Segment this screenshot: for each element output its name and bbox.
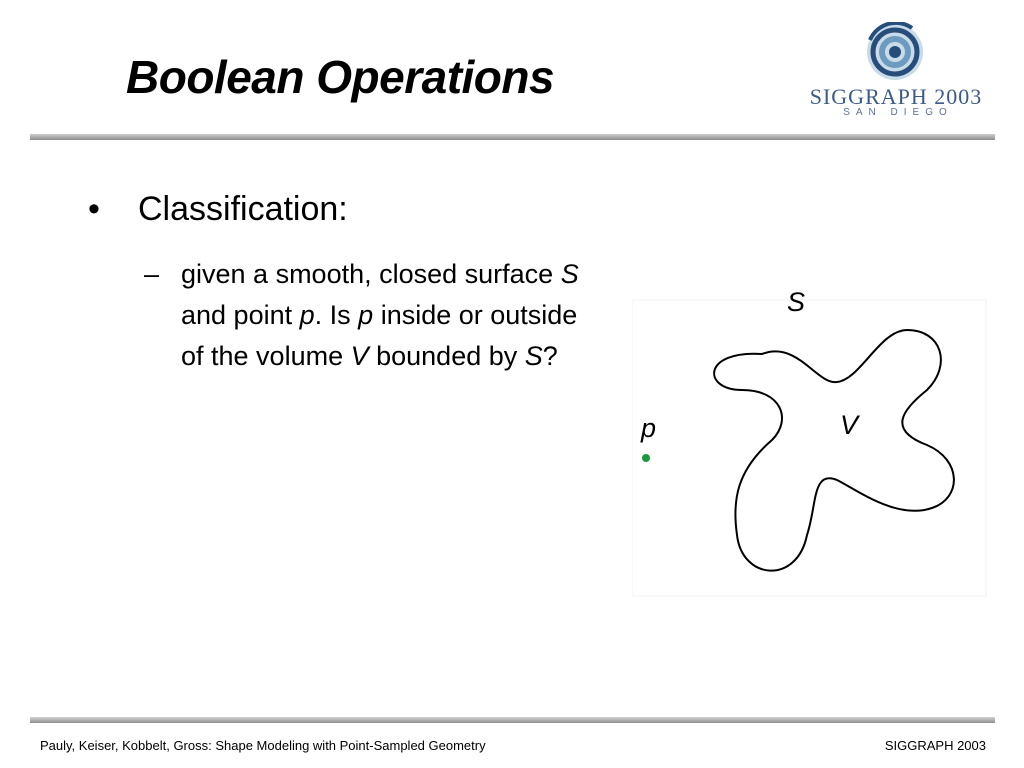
bullet-classification	[88, 190, 348, 229]
point-p-marker	[642, 454, 650, 462]
symbol-s: S	[560, 259, 579, 289]
siggraph-logo	[800, 22, 990, 122]
sub-bullet-marker: –	[144, 259, 160, 289]
logo-wordmark: SIGGRAPH 2003	[809, 84, 983, 109]
sub-bullet-text	[181, 254, 581, 377]
surface-label-s: S	[787, 287, 806, 317]
footer-authors: Pauly, Keiser, Kobbelt, Gross: Shape Modeling with Point-Sampled Geometry	[40, 738, 486, 753]
text-run: inside or outside of the volume	[181, 300, 578, 371]
point-label-p: p	[641, 413, 657, 443]
header-divider	[30, 134, 995, 140]
text-run: and point	[181, 300, 300, 330]
text-run: . Is	[314, 300, 359, 330]
logo-subtitle: SAN DIEGO	[843, 107, 953, 118]
text-run: ?	[542, 341, 558, 371]
bullet-text: Classification:	[138, 190, 348, 228]
text-run: given a smooth, closed surface	[181, 259, 561, 289]
bullet-marker: •	[88, 190, 100, 228]
closed-surface-diagram	[632, 290, 988, 600]
symbol-s: S	[524, 341, 543, 371]
symbol-v: V	[350, 341, 369, 371]
text-run: bounded by	[368, 341, 525, 371]
footer-conference: SIGGRAPH 2003	[884, 738, 986, 753]
symbol-p: p	[299, 300, 315, 330]
footer-divider	[30, 717, 995, 723]
symbol-p: p	[358, 300, 374, 330]
volume-label-v: V	[840, 410, 859, 440]
surface-figure	[632, 287, 988, 600]
slide-title: Boolean Operations	[126, 51, 555, 103]
